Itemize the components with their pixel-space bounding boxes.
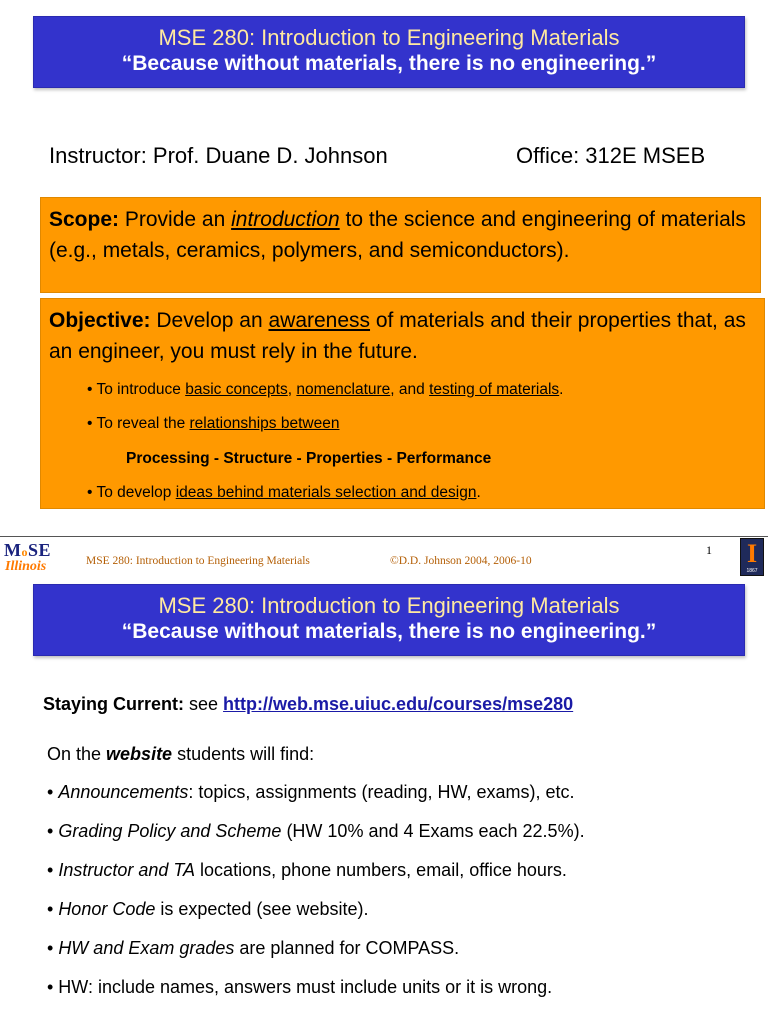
scope-underlined: introduction [231,208,340,231]
objective-bullets [49,380,756,503]
item-emphasis: Honor Code [58,899,156,919]
objective-label: Objective: [49,309,151,332]
i-glyph: I [746,539,758,568]
staying-current [43,692,573,716]
staying-label: Staying Current: [43,694,185,714]
objective-statement [49,305,756,367]
bullet-text: • To reveal the [87,415,190,432]
item-emphasis: Instructor and TA [58,860,196,880]
slide1-quote: “Because without materials, there is no engineering.” [121,52,657,75]
objective-bullet-relationships [49,414,756,434]
bullet-underlined: relationships between [189,415,340,432]
list-item: • Announcements: topics, assignments (reading, HW, exams), etc. [47,782,575,802]
logo-letter: o [21,545,28,559]
logo-letter: M [4,540,22,560]
intro-text: On the [47,744,107,764]
bullet-underlined: testing of materials [429,381,560,398]
bullet-text: , and [390,381,430,398]
scope-label: Scope: [49,208,120,231]
slide2-course-title: MSE 280: Introduction to Engineering Materials [158,593,620,618]
item-emphasis: Announcements [58,782,189,802]
bullet-text: • To develop [87,484,176,501]
website-info-list [47,742,757,1014]
scope-text-pre: Provide an [119,208,232,231]
list-item: • Grading Policy and Scheme (HW 10% and 4 Exams each 22.5%). [47,821,585,841]
pspp-line: Processing - Structure - Properties - Performance [126,450,492,467]
item-emphasis: Grading Policy and Scheme [58,821,282,841]
i-year: 1867 [746,568,758,574]
item-text: is expected (see website). [155,899,369,919]
objective-bullet-concepts [49,380,756,400]
objective-bullet-design [49,483,756,503]
slide2-quote: “Because without materials, there is no engineering.” [121,620,657,643]
footer-course-title: MSE 280: Introduction to Engineering Materials [86,555,310,567]
bullet-text: . [559,381,564,398]
logo-letter: SE [28,540,52,560]
illinois-logo-text: Illinois [5,559,47,574]
mse-logo [4,540,51,561]
list-item-hw: • HW: include names, answers must include units or it is wrong. [47,977,553,997]
slide1-title-banner [33,16,745,88]
slide-divider [0,536,768,537]
item-text: (HW 10% and 4 Exams each 22.5%). [281,821,585,841]
item-text: are planned for COMPASS. [234,938,460,958]
bullet-text: • To introduce [87,381,186,398]
item-text: : topics, assignments (reading, HW, exams), etc. [188,782,575,802]
bullet-text: . [476,484,481,501]
list-item: • Instructor and TA locations, phone numbers, email, office hours. [47,860,567,880]
page-number: 1 [706,543,712,557]
instructor-name: Instructor: Prof. Duane D. Johnson [49,143,388,168]
objective-box [40,298,765,509]
bullet-underlined: nomenclature [296,381,391,398]
instructor-row [49,141,749,171]
item-emphasis: HW and Exam grades [58,938,235,958]
course-website-link[interactable]: http://web.mse.uiuc.edu/courses/mse280 [223,694,574,714]
item-text: locations, phone numbers, email, office hours. [195,860,567,880]
intro-emphasis: website [106,744,173,764]
list-item: • HW and Exam grades are planned for COMPASS. [47,938,460,958]
slide2-title-banner [33,584,745,656]
list-item: • Honor Code is expected (see website). [47,899,369,919]
office-location: Office: 312E MSEB [516,143,706,168]
bullet-underlined: basic concepts [185,381,288,398]
slide1-course-title: MSE 280: Introduction to Engineering Materials [158,25,620,50]
objective-text-post: of materials and their properties that, as an engineer, you must rely in the future. [49,309,746,363]
intro-text: students will find: [172,744,315,764]
illinois-i-icon [740,538,764,576]
bullet-underlined: ideas behind materials selection and design [175,484,477,501]
staying-see: see [184,694,224,714]
objective-underlined: awareness [268,309,371,332]
objective-text-pre: Develop an [150,309,269,332]
footer-copyright: ©D.D. Johnson 2004, 2006-10 [390,555,532,567]
scope-box [40,197,761,293]
bullet-text: , [287,381,297,398]
scope-text-post: to the science and engineering of materials (e.g., metals, ceramics, polymers, and semiconductors). [49,208,746,262]
website-intro [47,742,757,766]
